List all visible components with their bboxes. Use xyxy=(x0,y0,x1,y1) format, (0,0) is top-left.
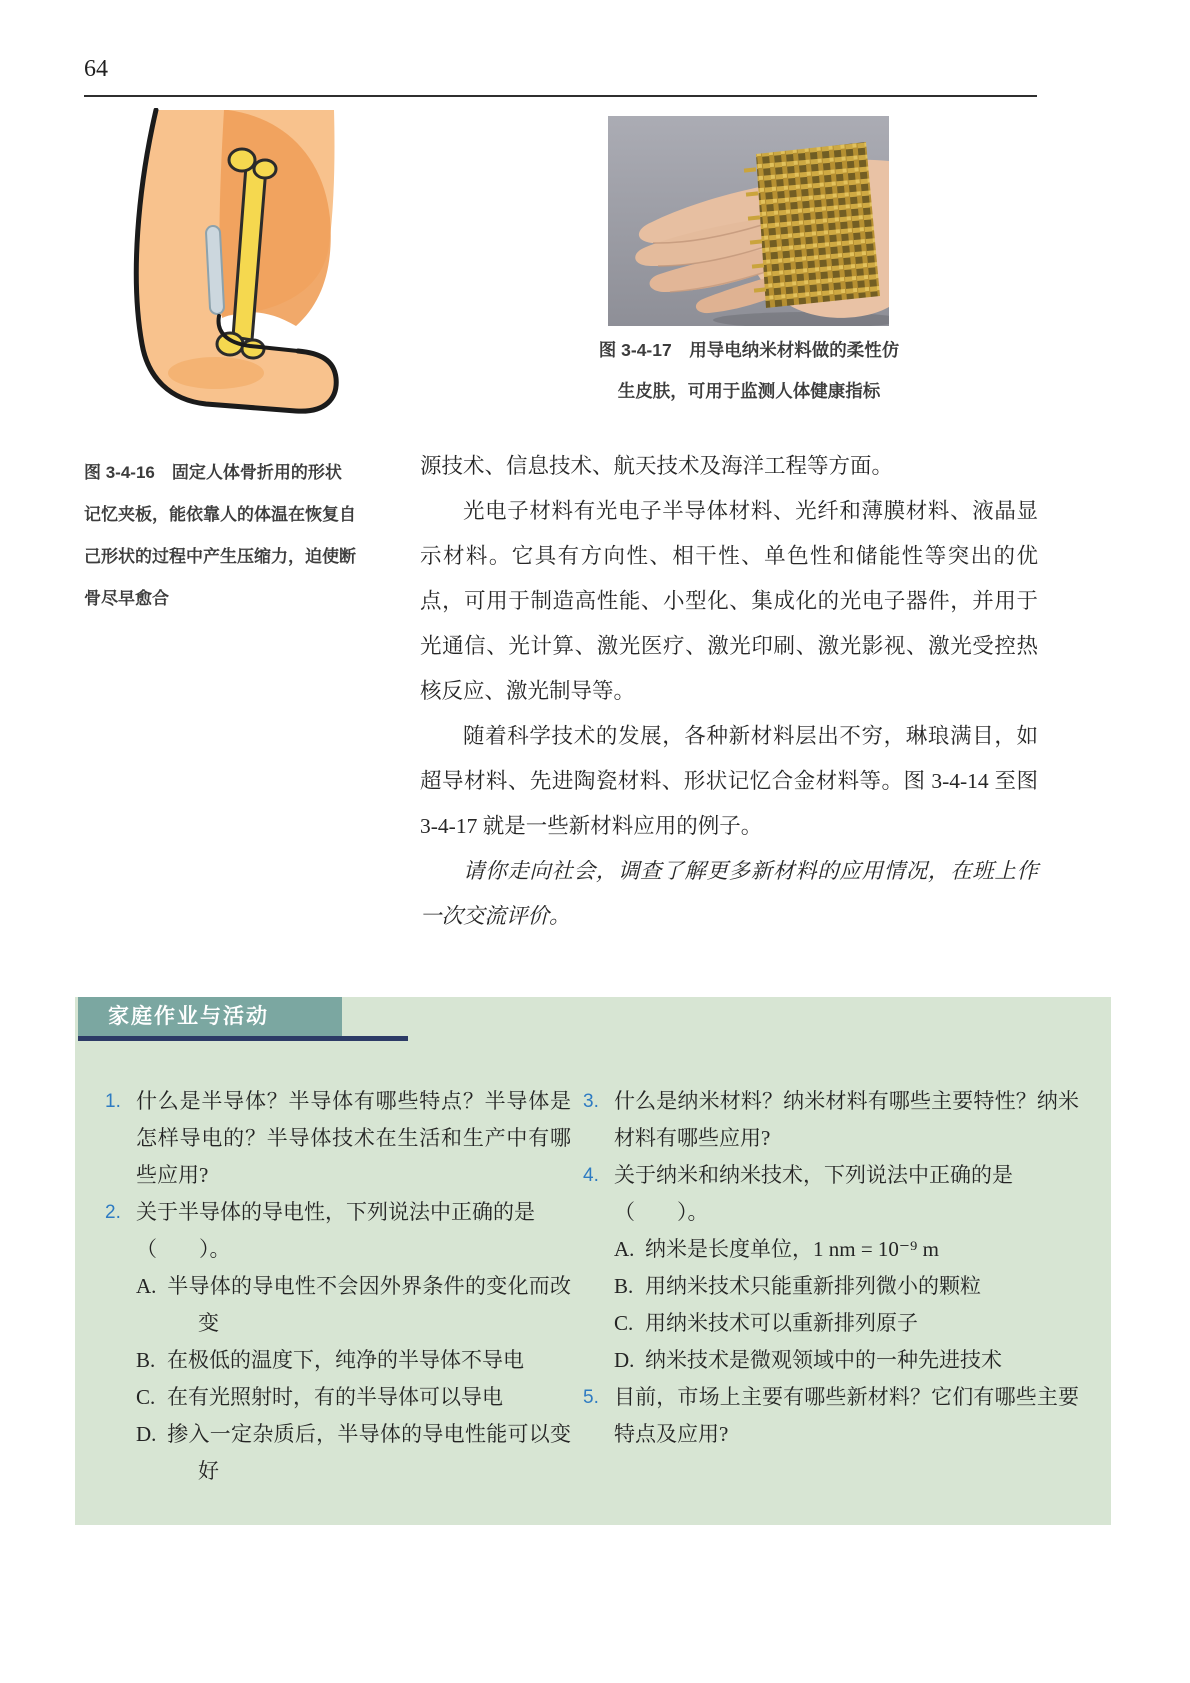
question-text: 关于半导体的导电性，下列说法中正确的是 xyxy=(136,1200,535,1224)
question-number: 4. xyxy=(583,1165,599,1186)
option-label: D. xyxy=(136,1422,157,1446)
homework-activities-box xyxy=(75,997,1111,1525)
caption-line: 图 3-4-17 用导电纳米材料做的柔性仿 xyxy=(598,340,900,360)
option-text: 用纳米技术只能重新排列微小的颗粒 xyxy=(645,1274,981,1298)
option-label: B. xyxy=(136,1348,156,1372)
option-a xyxy=(136,1268,571,1342)
arm-splint-illustration xyxy=(96,108,344,442)
homework-header xyxy=(78,997,408,1041)
question-text: 关于纳米和纳米技术，下列说法中正确的是 xyxy=(614,1163,1013,1187)
option-text: 纳米技术是微观领域中的一种先进技术 xyxy=(645,1348,1002,1372)
header-rule xyxy=(84,95,1037,97)
option-text: 在有光照射时，有的半导体可以导电 xyxy=(167,1385,503,1409)
option-a xyxy=(614,1231,1079,1268)
option-text: 纳米是长度单位，1 nm = 10⁻⁹ m xyxy=(645,1237,939,1261)
answer-blank: （ ）。 xyxy=(614,1200,709,1224)
option-d xyxy=(136,1416,571,1490)
option-label: D. xyxy=(614,1348,635,1372)
figure-3-4-17-caption xyxy=(538,330,960,412)
option-c xyxy=(136,1379,571,1416)
question-number: 5. xyxy=(583,1387,599,1408)
caption-line: 生皮肤，可用于监测人体健康指标 xyxy=(617,381,881,401)
option-text: 在极低的温度下，纯净的半导体不导电 xyxy=(167,1348,524,1372)
question-number: 1. xyxy=(105,1091,121,1112)
caption-line: 图 3-4-16 固定人体骨折用的形状 xyxy=(84,463,342,482)
paragraph: 光电子材料有光电子半导体材料、光纤和薄膜材料、液晶显示材料。它具有方向性、相干性、单色性和储能性等突出的优点，可用于制造高性能、小型化、集成化的光电子器件，并用于光通信、光计算、激光医疗、激光印刷、激光影视、激光受控热核反应、激光制导等。 xyxy=(420,499,1038,703)
question-4 xyxy=(583,1157,1079,1379)
figure-3-4-16-caption xyxy=(84,452,394,620)
question-3 xyxy=(583,1083,1079,1157)
page-number: 64 xyxy=(84,56,108,82)
gold-nano-mesh xyxy=(756,142,880,308)
question-1 xyxy=(105,1083,571,1194)
paragraph: 随着科学技术的发展，各种新材料层出不穷，琳琅满目，如超导材料、先进陶瓷材料、形状记忆合金材料等。图 3-4-14 至图 3-4-17 就是一些新材料应用的例子。 xyxy=(420,724,1038,838)
caption-line: 记忆夹板，能依靠人的体温在恢复自 xyxy=(84,505,356,524)
option-label: A. xyxy=(614,1237,635,1261)
paragraph: 源技术、信息技术、航天技术及海洋工程等方面。 xyxy=(420,454,894,478)
answer-blank: （ ）。 xyxy=(136,1237,231,1261)
question-text: 什么是半导体？半导体有哪些特点？半导体是怎样导电的？半导体技术在生活和生产中有哪些应用? xyxy=(136,1089,571,1187)
question-5 xyxy=(583,1379,1079,1453)
flexible-skin-photo xyxy=(608,116,889,326)
homework-left-column xyxy=(105,1083,571,1490)
option-label: C. xyxy=(136,1385,156,1409)
option-label: A. xyxy=(136,1274,157,1298)
option-d xyxy=(614,1342,1079,1379)
option-c xyxy=(614,1305,1079,1342)
option-b xyxy=(614,1268,1079,1305)
option-label: C. xyxy=(614,1311,634,1335)
option-text: 用纳米技术可以重新排列原子 xyxy=(645,1311,918,1335)
body-text xyxy=(420,444,1038,939)
caption-line: 骨尽早愈合 xyxy=(84,589,169,608)
option-text: 半导体的导电性不会因外界条件的变化而改变 xyxy=(167,1274,571,1335)
option-label: B. xyxy=(614,1274,634,1298)
homework-right-column xyxy=(583,1083,1079,1453)
caption-line: 己形状的过程中产生压缩力，迫使断 xyxy=(84,547,356,566)
question-number: 3. xyxy=(583,1091,599,1112)
option-text: 掺入一定杂质后，半导体的导电性能可以变好 xyxy=(167,1422,571,1483)
question-text: 什么是纳米材料？纳米材料有哪些主要特性？纳米材料有哪些应用? xyxy=(614,1089,1079,1150)
question-text: 目前，市场上主要有哪些新材料？它们有哪些主要特点及应用? xyxy=(614,1385,1079,1446)
paragraph-activity: 请你走向社会，调查了解更多新材料的应用情况，在班上作一次交流评价。 xyxy=(420,859,1038,928)
option-b xyxy=(136,1342,571,1379)
question-number: 2. xyxy=(105,1202,121,1223)
homework-title: 家庭作业与活动 xyxy=(78,997,342,1036)
question-2 xyxy=(105,1194,571,1490)
